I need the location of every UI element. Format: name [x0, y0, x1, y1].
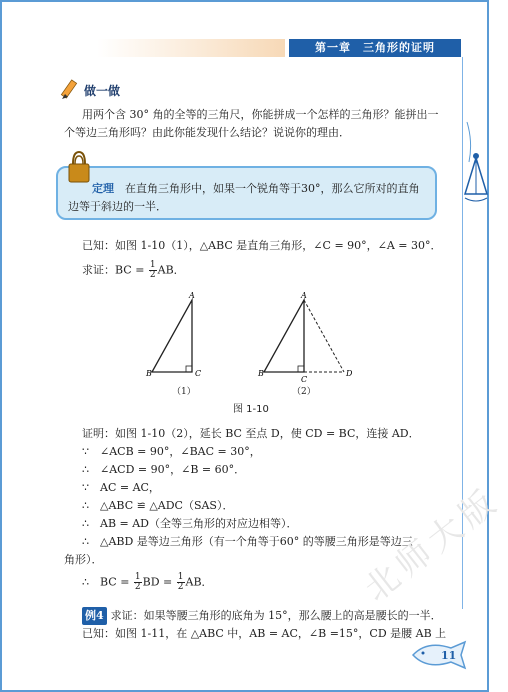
fish-page-badge-icon [407, 638, 469, 672]
prove-prefix: 求证： [82, 263, 115, 277]
figure-caption: 图 1-10 [233, 404, 269, 415]
theorem-line-2: 边等于斜边的一半． [68, 200, 167, 213]
proof-intro: 证明：如图 1-10（2），延长 BC 至点 D，使 CD = BC，连接 AD． [82, 427, 420, 440]
theorem-text [68, 180, 428, 216]
point-a-1: A [189, 291, 195, 300]
binder-clip-icon [66, 150, 92, 184]
header-gradient-band [97, 39, 285, 57]
figure-label-2: （2） [292, 387, 316, 397]
final-fraction-1 [134, 573, 142, 592]
prove-rhs: AB． [157, 263, 185, 277]
prove-lhs: BC = [115, 263, 145, 277]
pencil-icon [60, 78, 84, 102]
triangle-2 [257, 291, 353, 384]
final-frac-2-den: 2 [177, 582, 184, 592]
given-line: 已知：如图 1-10（1），△ABC 是直角三角形，∠C = 90°，∠A = 30°． [82, 239, 442, 252]
fraction-numerator: 1 [149, 260, 156, 270]
page-number: 11 [441, 649, 457, 662]
proof-step-4: ∴ △ABC ≌ △ADC（SAS）． [82, 499, 234, 512]
proof-final [82, 573, 213, 592]
watermark: 北师大版 [356, 479, 508, 610]
activity-line-2: 个等边三角形吗？由此你能发现什么结论？说说你的理由． [64, 126, 350, 139]
chapter-title: 第一章 三角形的证明 [289, 39, 461, 57]
final-prefix: ∴ BC = [82, 575, 130, 589]
theorem-label: 定理 [92, 182, 114, 195]
fraction-denominator: 2 [149, 270, 156, 280]
final-frac-1-num: 1 [134, 572, 141, 582]
fraction-half [149, 261, 157, 280]
example-line-1 [82, 607, 442, 625]
example-statement: 求证：如果等腰三角形的底角为 15°，那么腰上的高是腰长的一半． [110, 609, 442, 622]
point-b-2: B [258, 369, 264, 378]
example-line-2: 已知：如图 1-11，在 △ABC 中，AB = AC，∠B =15°，CD 是腰 AB 上 [82, 627, 447, 640]
triangle-1 [145, 291, 201, 378]
theorem-line-1 [68, 180, 428, 198]
proof-step-6: ∴ △ABD 是等边三角形（有一个角等于60° 的等腰三角形是等边三 [82, 535, 413, 548]
point-c-1: C [195, 369, 202, 378]
proof-step-2: ∴ ∠ACD = 90°，∠B = 60°． [82, 463, 246, 476]
figure-label-1: （1） [172, 387, 196, 397]
example-tag: 例4 [82, 607, 107, 625]
compass-decoration-icon [463, 122, 489, 212]
section-title: 做一做 [84, 84, 121, 98]
proof-step-5: ∴ AB = AD（全等三角形的对应边相等）． [82, 517, 298, 530]
final-end: AB． [185, 575, 213, 589]
activity-line-1: 用两个含 30° 角的全等的三角尺，你能拼成一个怎样的三角形？能拼出一 [82, 108, 439, 121]
final-frac-2-num: 1 [177, 572, 184, 582]
point-b-1: B [146, 369, 152, 378]
proof-step-1: ∵ ∠ACB = 90°，∠BAC = 30°， [82, 445, 261, 458]
point-c-2: C [301, 375, 308, 384]
point-a-2: A [301, 291, 307, 300]
proof-step-3: ∵ AC = AC， [82, 481, 160, 494]
final-frac-1-den: 2 [134, 582, 141, 592]
final-fraction-2 [177, 573, 185, 592]
proof-step-7: 角形）． [64, 553, 103, 566]
prove-line [82, 261, 185, 280]
theorem-statement-1: 在直角三角形中，如果一个锐角等于30°，那么它所对的直角 [125, 182, 420, 195]
point-d-2: D [346, 369, 353, 378]
final-mid: BD = [142, 575, 173, 589]
